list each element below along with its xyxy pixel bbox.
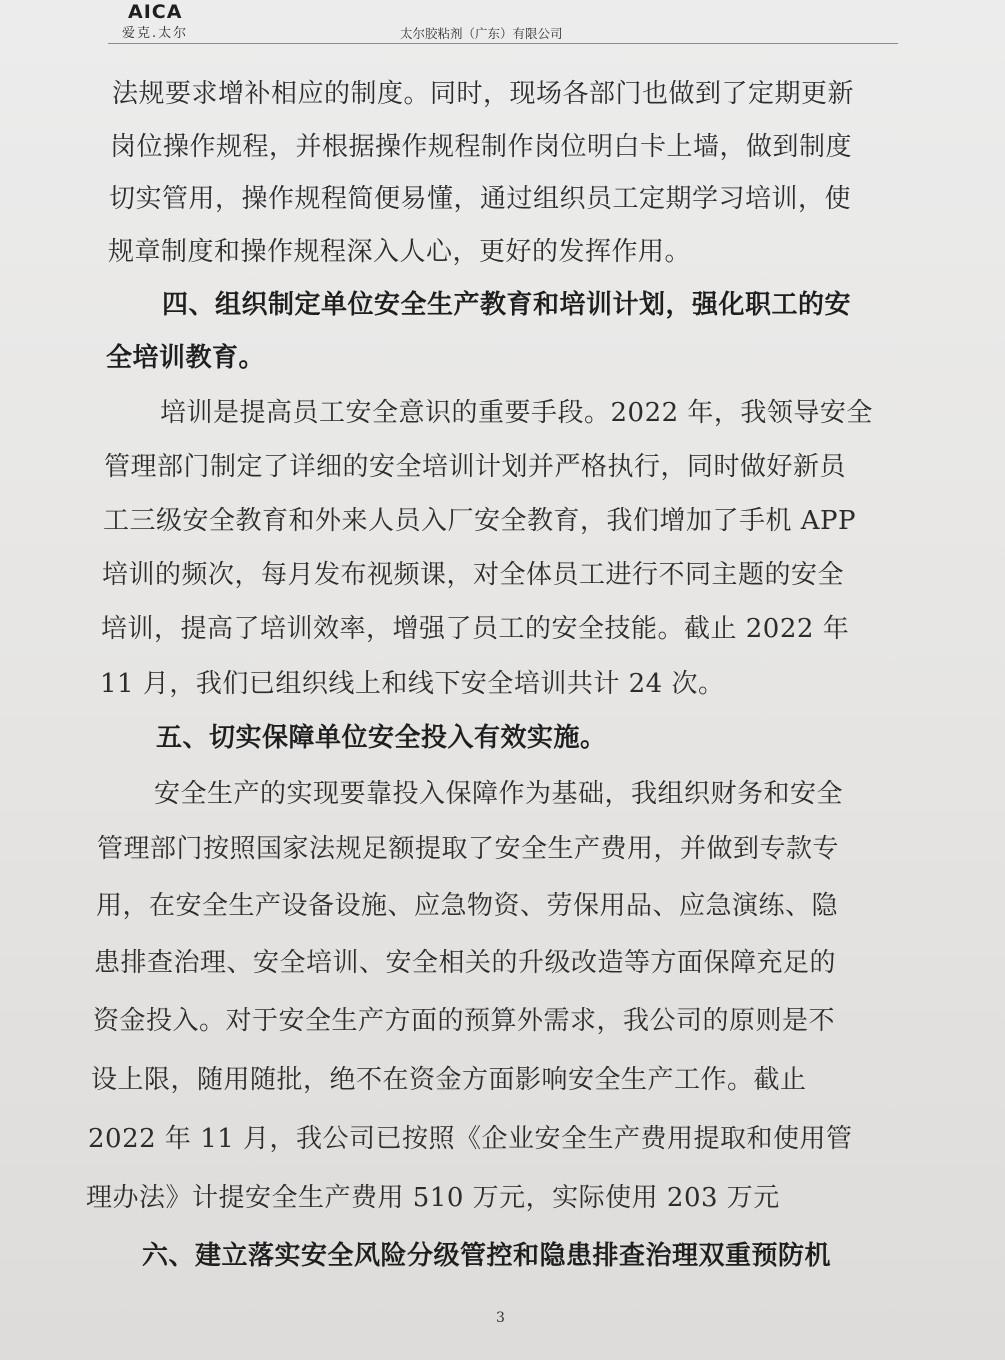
body-line: 规章制度和操作规程深入人心，更好的发挥作用。 [108, 237, 692, 267]
body-line: 管理部门制定了详细的安全培训计划并严格执行，同时做好新员 [104, 452, 847, 482]
body-line: 培训的频次，每月发布视频课，对全体员工进行不同主题的安全 [102, 560, 845, 590]
company-name: 太尔胶粘剂（广东）有限公司 [400, 26, 563, 41]
section-heading: 五、切实保障单位安全投入有效实施。 [156, 723, 607, 753]
body-line: 法规要求增补相应的制度。同时，现场各部门也做到了定期更新 [112, 79, 855, 109]
section-heading: 四、组织制定单位安全生产教育和培训计划，强化职工的安 [162, 290, 852, 320]
company-logo-subtext: 爱克.太尔 [122, 26, 189, 41]
body-line: 设上限，随用随批，绝不在资金方面影响安全生产工作。截止 [91, 1065, 807, 1095]
body-line: 患排查治理、安全培训、安全相关的升级改造等方面保障充足的 [94, 948, 837, 978]
body-line: 培训是提高员工安全意识的重要手段。2022 年，我领导安全 [160, 398, 873, 428]
section-heading: 全培训教育。 [106, 343, 266, 373]
body-line: 管理部门按照国家法规足额提取了安全生产费用，并做到专款专 [97, 834, 840, 864]
body-line: 培训，提高了培训效率，增强了员工的安全技能。截止 2022 年 [101, 614, 850, 644]
company-logo: AICA [128, 1, 183, 23]
page-number: 3 [496, 1310, 505, 1326]
section-heading: 六、建立落实安全风险分级管控和隐患排查治理双重预防机 [142, 1241, 832, 1271]
body-line: 11 月，我们已组织线上和线下安全培训共计 24 次。 [100, 669, 725, 699]
body-line: 2022 年 11 月，我公司已按照《企业安全生产费用提取和使用管 [88, 1124, 853, 1154]
body-line: 理办法》计提安全生产费用 510 万元，实际使用 203 万元 [86, 1183, 780, 1213]
body-line: 岗位操作规程，并根据操作规程制作岗位明白卡上墙，做到制度 [110, 132, 853, 162]
body-line: 用，在安全生产设备设施、应急物资、劳保用品、应急演练、隐 [96, 891, 839, 921]
body-line: 安全生产的实现要靠投入保障作为基础，我组织财务和安全 [154, 779, 844, 809]
body-line: 工三级安全教育和外来人员入厂安全教育，我们增加了手机 APP [103, 506, 857, 536]
body-line: 切实管用，操作规程简便易懂，通过组织员工定期学习培训，使 [109, 184, 852, 214]
body-line: 资金投入。对于安全生产方面的预算外需求，我公司的原则是不 [93, 1006, 836, 1036]
